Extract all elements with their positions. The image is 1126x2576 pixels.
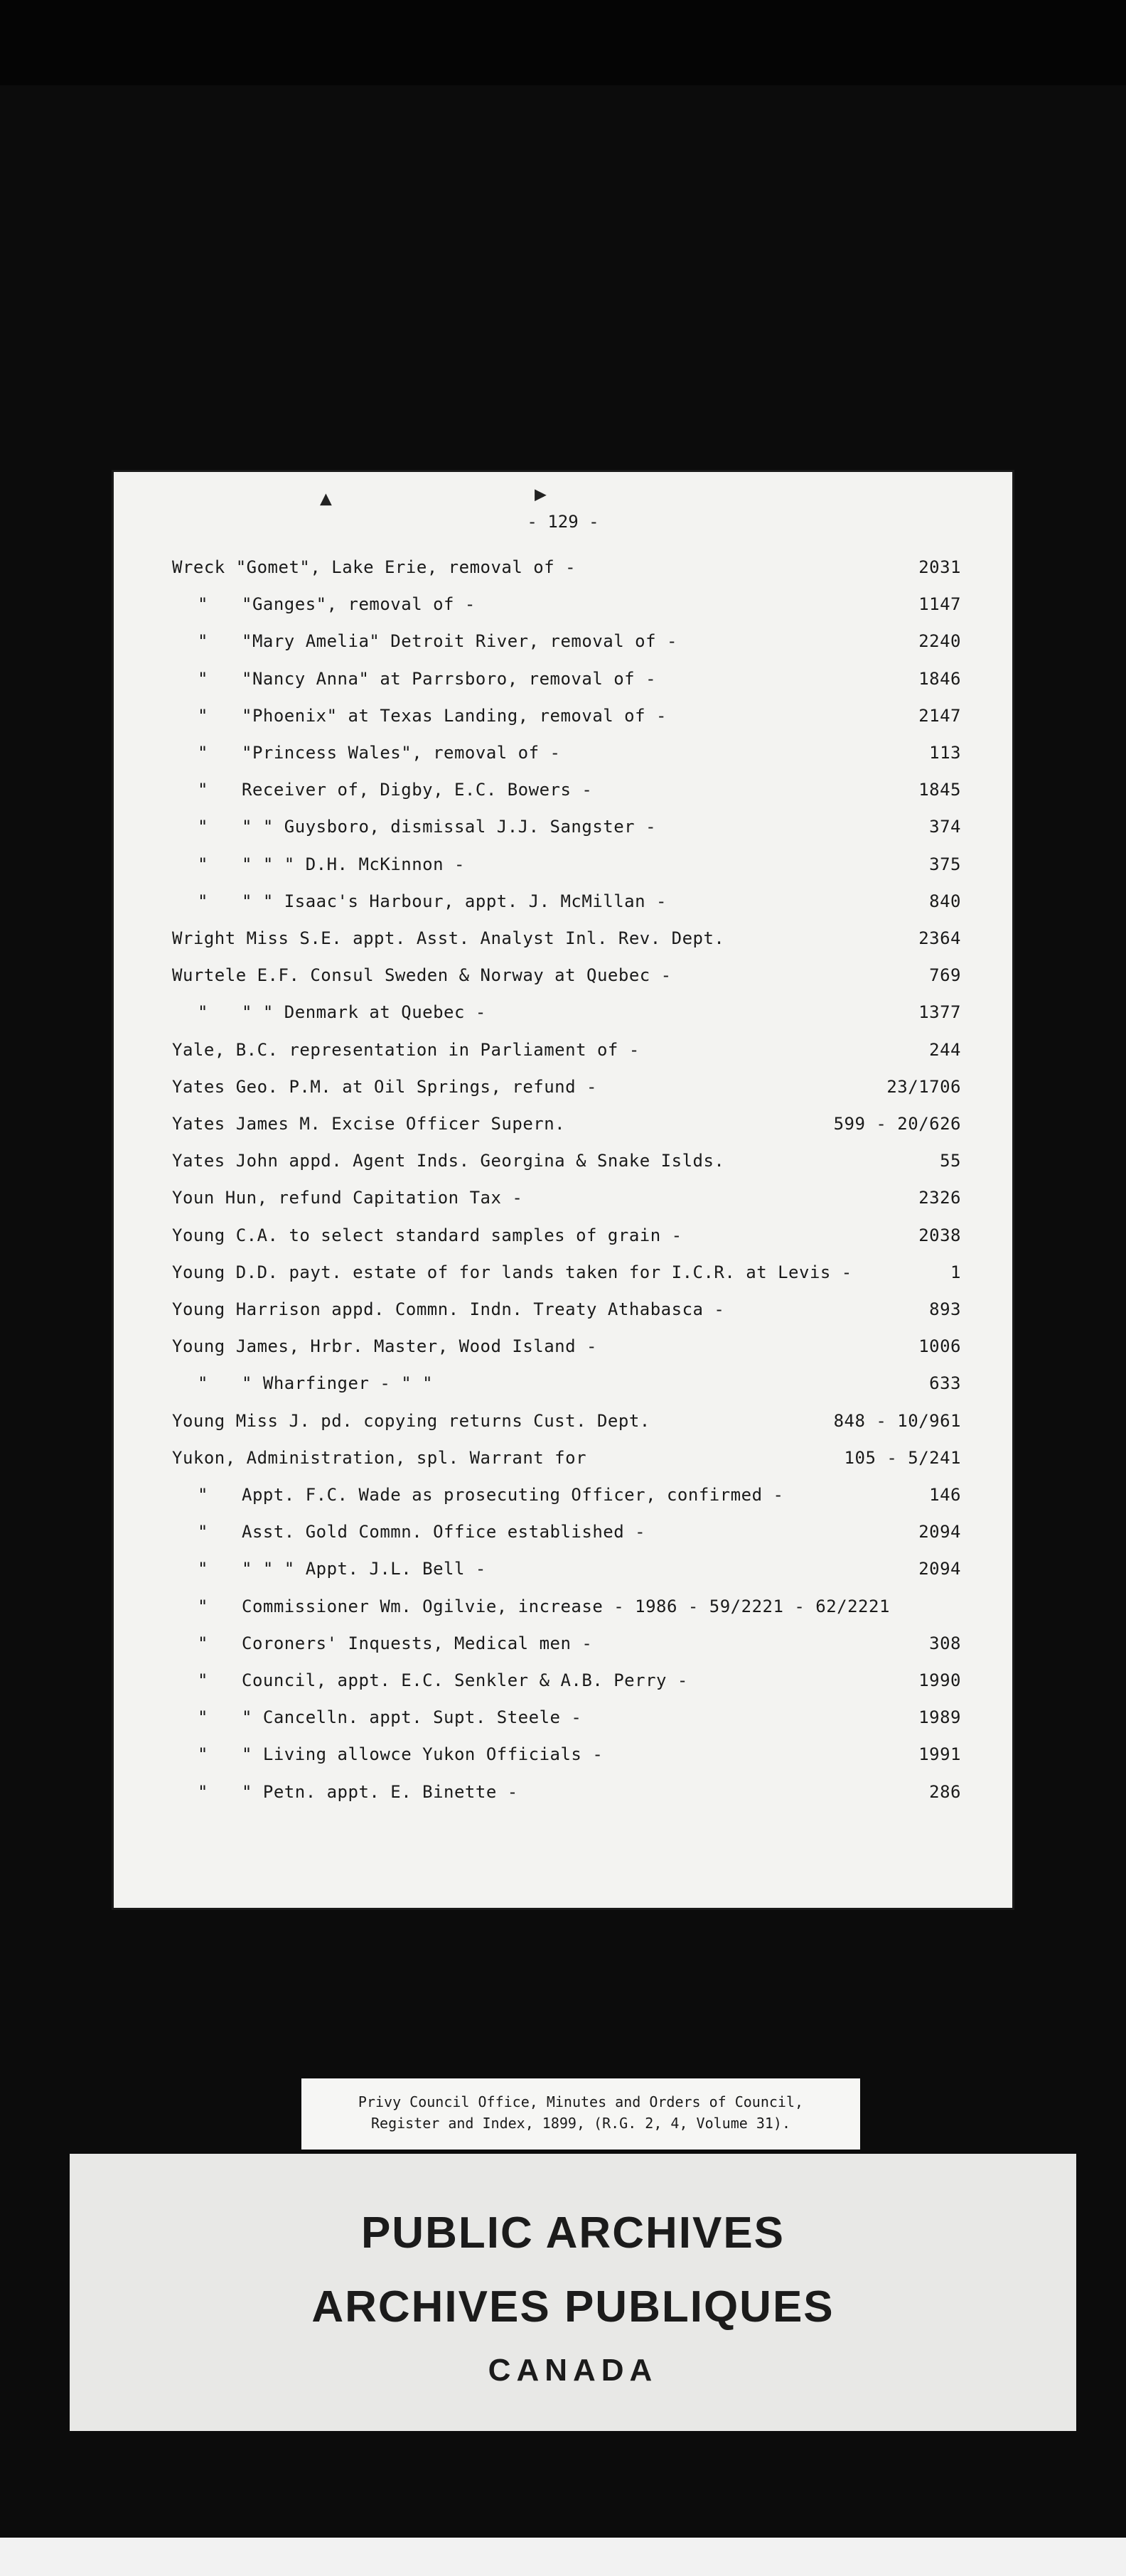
archives-plate — [70, 2154, 1076, 2431]
index-entry — [114, 663, 1012, 692]
entry-reference: 1 — [950, 1262, 961, 1282]
index-entry — [114, 886, 1012, 914]
ditto-mark: " — [198, 1744, 208, 1765]
bottom-strip — [0, 2538, 1126, 2576]
index-entry — [114, 1331, 1012, 1359]
tab-mark-icon: ▲ — [320, 486, 332, 510]
index-page — [114, 472, 1012, 1908]
index-entry — [114, 1516, 1012, 1545]
entry-reference: 55 — [940, 1151, 961, 1171]
entry-reference: 2240 — [918, 631, 961, 652]
ditto-mark: " — [198, 1522, 208, 1542]
index-entry — [114, 1702, 1012, 1730]
ditto-mark: " — [198, 854, 208, 874]
entry-text: Asst. Gold Commn. Office established - — [242, 1522, 646, 1542]
index-entry — [114, 1034, 1012, 1063]
entry-text: "Princess Wales", removal of - — [242, 743, 561, 763]
ditto-mark: " — [198, 1373, 208, 1394]
entry-text: Yale, B.C. representation in Parliament of - — [172, 1039, 640, 1060]
entry-reference: 1846 — [918, 668, 961, 689]
entry-text: Wright Miss S.E. appt. Asst. Analyst Inl. Rev. Dept. — [172, 928, 725, 948]
ditto-mark: " — [198, 1707, 208, 1728]
index-entry — [114, 811, 1012, 839]
label-line-2: Register and Index, 1899, (R.G. 2, 4, Volume 31). — [370, 2115, 790, 2132]
entry-reference: 374 — [929, 817, 961, 837]
entry-text: Wreck "Gomet", Lake Erie, removal of - — [172, 557, 577, 577]
entry-text: Young James, Hrbr. Master, Wood Island - — [172, 1336, 597, 1357]
index-entry — [114, 1442, 1012, 1471]
page-number: - 129 - — [527, 512, 599, 532]
ditto-mark: " — [198, 1485, 208, 1505]
entry-reference: 1377 — [918, 1002, 961, 1023]
index-entry — [114, 997, 1012, 1025]
index-entry — [114, 960, 1012, 988]
entry-reference: 2094 — [918, 1522, 961, 1542]
ditto-mark: " — [198, 1781, 208, 1802]
entry-reference: 2038 — [918, 1225, 961, 1245]
tab-mark-icon: ▶ — [535, 482, 547, 505]
entry-reference: 105 - 5/241 — [844, 1447, 961, 1468]
index-entry — [114, 1220, 1012, 1248]
entry-text: Young D.D. payt. estate of for lands taken for I.C.R. at Levis - — [172, 1262, 852, 1282]
entry-reference: 1006 — [918, 1336, 961, 1357]
entry-text: Youn Hun, refund Capitation Tax - — [172, 1188, 523, 1208]
index-entry — [114, 849, 1012, 877]
index-entry — [114, 737, 1012, 766]
film-border-top — [0, 0, 1126, 85]
index-entry — [114, 1257, 1012, 1285]
entry-reference: 633 — [929, 1373, 961, 1394]
entry-reference: 286 — [929, 1781, 961, 1802]
entry-text: Yates James M. Excise Officer Supern. — [172, 1114, 566, 1134]
label-line-1: Privy Council Office, Minutes and Orders of Council, — [358, 2093, 804, 2110]
entry-reference: 2094 — [918, 1559, 961, 1579]
entry-text: Yates John appd. Agent Inds. Georgina & Snake Islds. — [172, 1151, 725, 1171]
entry-reference: 375 — [929, 854, 961, 874]
entry-text: " " " Appt. J.L. Bell - — [242, 1559, 486, 1579]
entry-text: Yukon, Administration, spl. Warrant for — [172, 1447, 587, 1468]
ditto-mark: " — [198, 1670, 208, 1690]
entry-reference: 1989 — [918, 1707, 961, 1728]
plate-line-2: ARCHIVES PUBLIQUES — [311, 2282, 835, 2331]
index-entry — [114, 700, 1012, 729]
ditto-mark: " — [198, 1002, 208, 1023]
index-entry — [114, 1628, 1012, 1656]
index-entry — [114, 1108, 1012, 1137]
entry-text: Yates Geo. P.M. at Oil Springs, refund - — [172, 1076, 597, 1097]
index-entry — [114, 1665, 1012, 1693]
index-entry — [114, 774, 1012, 803]
entry-text: Young C.A. to select standard samples of grain - — [172, 1225, 682, 1245]
index-entry — [114, 1776, 1012, 1805]
entry-text: " Cancelln. appt. Supt. Steele - — [242, 1707, 582, 1728]
entry-reference: 244 — [929, 1039, 961, 1060]
ditto-mark: " — [198, 891, 208, 911]
entry-text: "Ganges", removal of - — [242, 594, 476, 615]
entry-text: Coroners' Inquests, Medical men - — [242, 1633, 593, 1653]
ditto-mark: " — [198, 780, 208, 800]
entry-text: " " " D.H. McKinnon - — [242, 854, 465, 874]
entry-text: Young Miss J. pd. copying returns Cust. Dept. — [172, 1410, 650, 1431]
entry-reference: 1991 — [918, 1744, 961, 1765]
ditto-mark: " — [198, 631, 208, 652]
entry-text: " Living allowce Yukon Officials - — [242, 1744, 604, 1765]
index-entry — [114, 1145, 1012, 1174]
ditto-mark: " — [198, 817, 208, 837]
entry-text: " " Isaac's Harbour, appt. J. McMillan - — [242, 891, 667, 911]
index-entry — [114, 1071, 1012, 1100]
index-entry — [114, 1294, 1012, 1322]
entry-text: Wurtele E.F. Consul Sweden & Norway at Quebec - — [172, 965, 672, 986]
entry-reference: 23/1706 — [886, 1076, 961, 1097]
entry-reference: 1147 — [918, 594, 961, 615]
entry-text: " " Guysboro, dismissal J.J. Sangster - — [242, 817, 657, 837]
entry-reference: 146 — [929, 1485, 961, 1505]
entry-reference: 2326 — [918, 1188, 961, 1208]
entry-text: " Wharfinger - " " — [242, 1373, 434, 1394]
archive-label-card — [301, 2078, 860, 2150]
entry-reference: 1845 — [918, 780, 961, 800]
entry-text: "Mary Amelia" Detroit River, removal of - — [242, 631, 677, 652]
entry-text: "Phoenix" at Texas Landing, removal of - — [242, 705, 667, 726]
ditto-mark: " — [198, 668, 208, 689]
ditto-mark: " — [198, 1596, 208, 1616]
index-entry — [114, 589, 1012, 617]
index-entry — [114, 1182, 1012, 1211]
entry-reference: 2364 — [918, 928, 961, 948]
index-entry — [114, 1591, 1012, 1619]
index-entry — [114, 1479, 1012, 1508]
plate-line-1: PUBLIC ARCHIVES — [360, 2209, 785, 2258]
ditto-mark: " — [198, 1559, 208, 1579]
index-entry — [114, 552, 1012, 580]
entry-text: Young Harrison appd. Commn. Indn. Treaty Athabasca - — [172, 1299, 725, 1319]
plate-line-3: CANADA — [488, 2353, 658, 2388]
entry-reference: 2031 — [918, 557, 961, 577]
entry-reference: 599 - 20/626 — [833, 1114, 961, 1134]
entry-reference: 848 - 10/961 — [833, 1410, 961, 1431]
entry-text: " Petn. appt. E. Binette - — [242, 1781, 518, 1802]
entry-reference: 1990 — [918, 1670, 961, 1690]
ditto-mark: " — [198, 705, 208, 726]
entry-reference: 893 — [929, 1299, 961, 1319]
entry-text: "Nancy Anna" at Parrsboro, removal of - — [242, 668, 657, 689]
entry-text: Commissioner Wm. Ogilvie, increase - 1986 - 59/2221 - 62/2221 — [242, 1596, 890, 1616]
index-entry — [114, 923, 1012, 951]
entry-text: Appt. F.C. Wade as prosecuting Officer, confirmed - — [242, 1485, 784, 1505]
index-entry — [114, 1368, 1012, 1396]
index-entry — [114, 1739, 1012, 1767]
ditto-mark: " — [198, 1633, 208, 1653]
index-entry — [114, 1405, 1012, 1434]
entry-reference: 840 — [929, 891, 961, 911]
entry-text: Receiver of, Digby, E.C. Bowers - — [242, 780, 593, 800]
index-entry — [114, 626, 1012, 654]
entry-reference: 2147 — [918, 705, 961, 726]
entry-reference: 308 — [929, 1633, 961, 1653]
ditto-mark: " — [198, 594, 208, 615]
entry-reference: 113 — [929, 743, 961, 763]
entry-text: Council, appt. E.C. Senkler & A.B. Perry - — [242, 1670, 688, 1690]
entry-reference: 769 — [929, 965, 961, 986]
entry-text: " " Denmark at Quebec - — [242, 1002, 486, 1023]
index-entry — [114, 1553, 1012, 1582]
ditto-mark: " — [198, 743, 208, 763]
